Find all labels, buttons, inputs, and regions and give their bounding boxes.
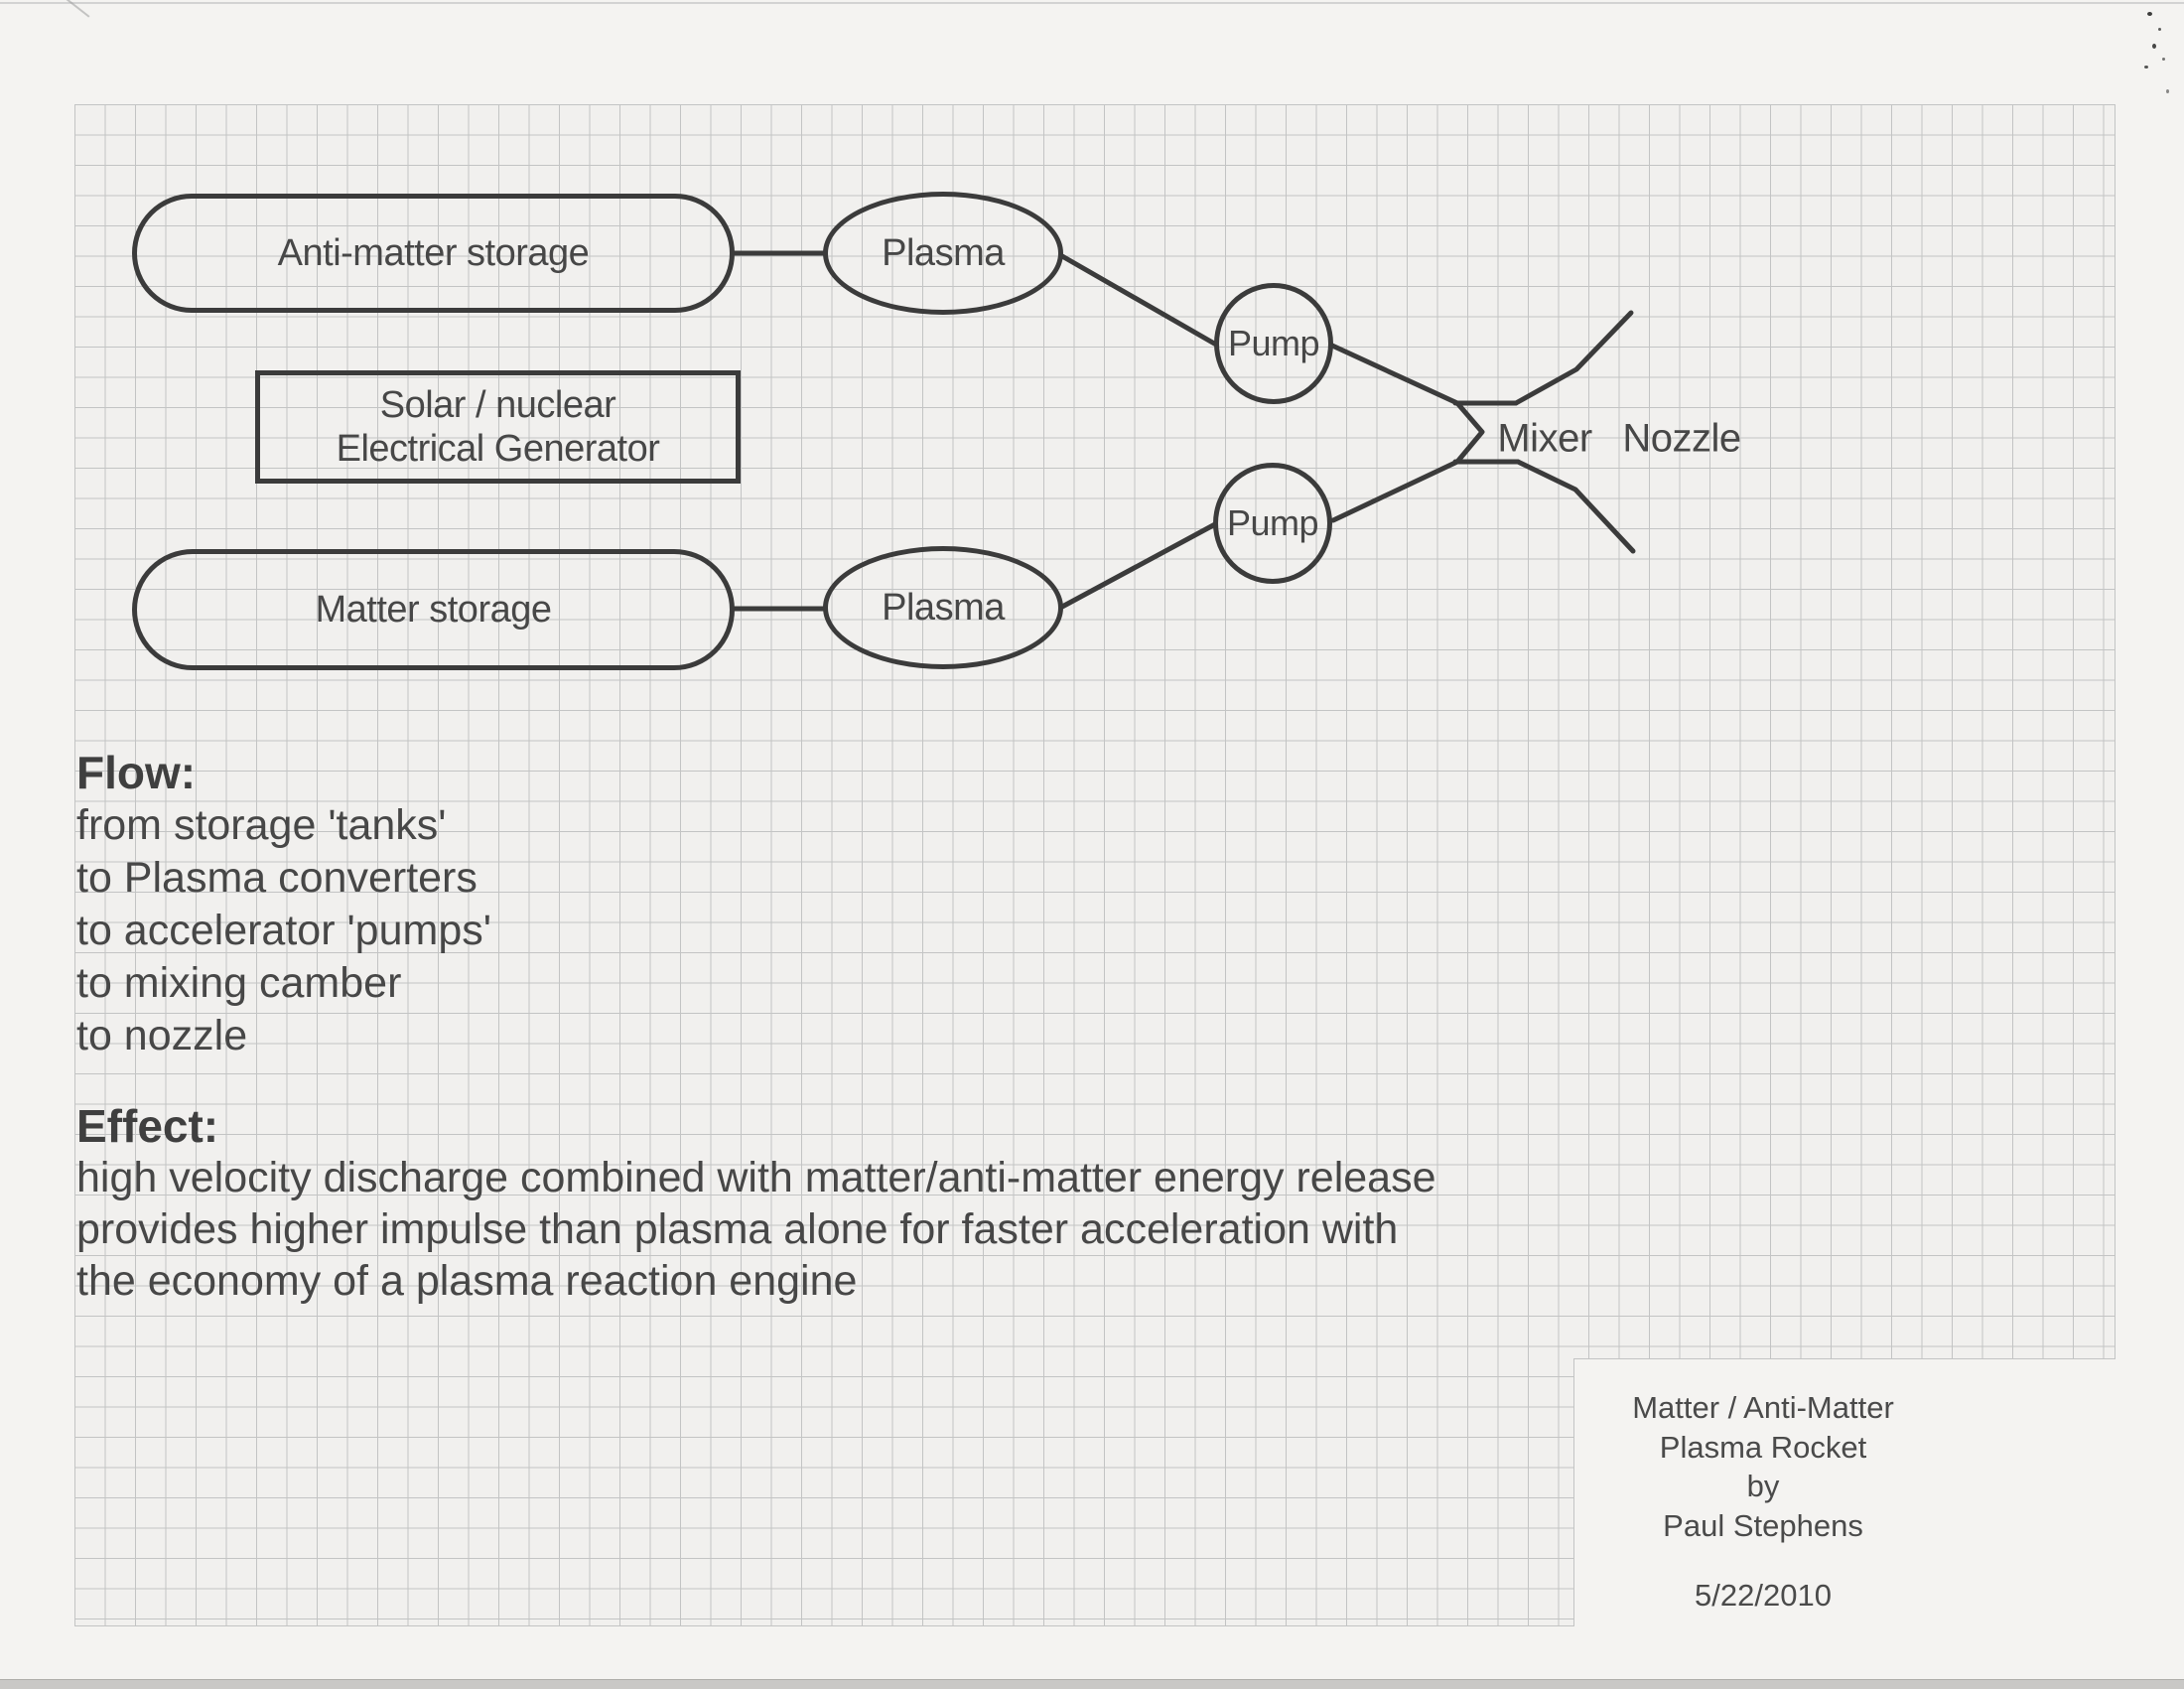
generator-label-line1: Solar / nuclear	[379, 384, 616, 426]
anti-matter-storage-node	[132, 194, 735, 313]
pump-bottom-label: Pump	[1226, 502, 1319, 543]
pump-bottom-node	[1213, 463, 1332, 584]
wire-pump-top-to-mixer	[1332, 346, 1457, 403]
effect-line: the economy of a plasma reaction engine	[76, 1257, 858, 1305]
wire-pump-bottom-to-mixer	[1333, 462, 1457, 520]
pump-top-label: Pump	[1227, 323, 1320, 363]
scan-speck	[2147, 12, 2152, 16]
attribution-author-line: Paul Stephens	[1663, 1507, 1863, 1543]
attribution-by-line: by	[1746, 1469, 1780, 1503]
flow-line: to accelerator 'pumps'	[76, 907, 491, 954]
scan-speck	[2158, 28, 2161, 31]
matter-storage-node	[132, 549, 735, 670]
matter-storage-label: Matter storage	[315, 588, 552, 631]
attribution-date: 5/22/2010	[1695, 1578, 1832, 1613]
effect-description-block	[76, 1100, 1436, 1307]
wire-plasma-bottom-to-pump-bottom	[1062, 524, 1215, 607]
plasma-converter-top-node	[823, 192, 1063, 315]
attribution-title-line: Matter / Anti-Matter	[1632, 1390, 1894, 1425]
scan-speck	[2162, 58, 2165, 61]
nozzle-bell-top	[1516, 313, 1631, 403]
scan-top-edge-line	[0, 2, 2184, 4]
mixer-label: Mixer	[1497, 416, 1592, 461]
attribution-title-line: Plasma Rocket	[1659, 1429, 1867, 1465]
electrical-generator-node	[255, 370, 741, 484]
scan-speck	[2166, 89, 2169, 93]
plasma-top-label: Plasma	[882, 231, 1005, 274]
scan-speck	[2144, 66, 2148, 69]
flow-line: to nozzle	[76, 1012, 248, 1059]
effect-line: high velocity discharge combined with matter/anti-matter energy release	[76, 1154, 1436, 1201]
scan-bottom-edge-band	[0, 1679, 2184, 1689]
plasma-bottom-label: Plasma	[882, 586, 1005, 629]
nozzle-bell-bottom	[1518, 462, 1633, 551]
mixer-wedge-shape	[1457, 403, 1482, 462]
pump-top-node	[1214, 283, 1333, 404]
flow-line: to mixing camber	[76, 959, 402, 1007]
effect-line: provides higher impulse than plasma alone for faster acceleration with	[76, 1205, 1399, 1253]
flow-line: from storage 'tanks'	[76, 801, 447, 849]
wire-plasma-top-to-pump-top	[1062, 256, 1216, 345]
flow-description-block	[76, 747, 491, 1062]
scan-speck	[2152, 44, 2156, 49]
attribution-block	[1565, 1388, 1962, 1616]
effect-heading: Effect:	[76, 1100, 219, 1152]
flow-heading: Flow:	[76, 747, 197, 798]
plasma-converter-bottom-node	[823, 546, 1063, 669]
anti-matter-storage-label: Anti-matter storage	[277, 231, 590, 274]
flow-line: to Plasma converters	[76, 854, 478, 902]
nozzle-label: Nozzle	[1622, 416, 1741, 461]
generator-label-line2: Electrical Generator	[336, 428, 660, 470]
